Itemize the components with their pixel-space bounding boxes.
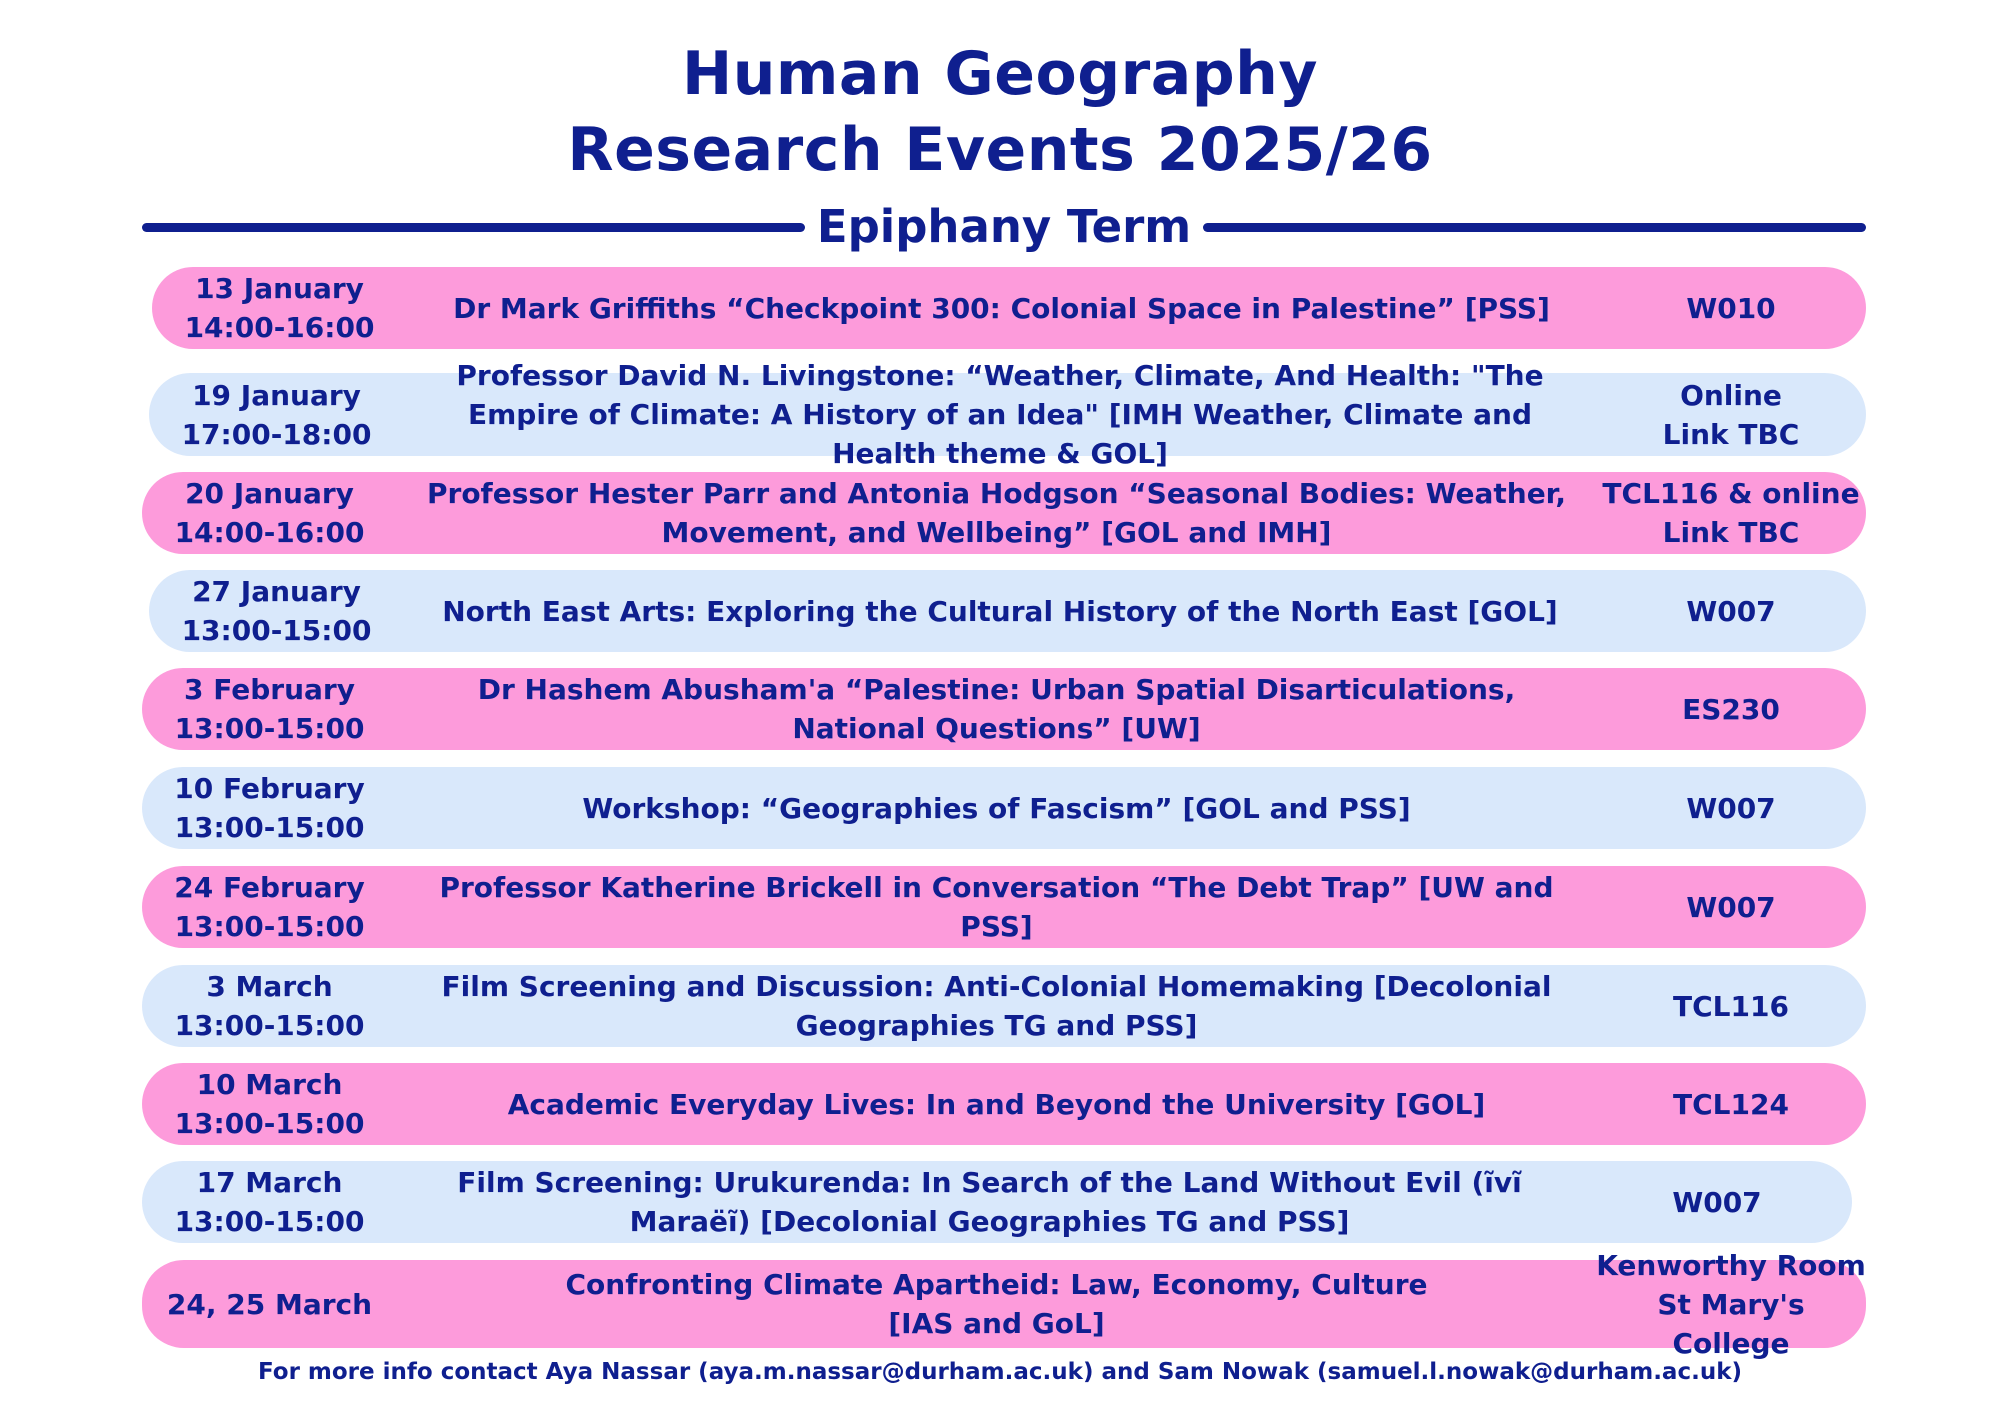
event-date-time: [142, 670, 397, 748]
event-time: 13:00-15:00: [174, 1009, 365, 1042]
event-room: W007: [1686, 594, 1776, 628]
term-heading: [142, 202, 1866, 252]
event-date: 10 March: [196, 1068, 343, 1101]
event-date: 24 February: [174, 871, 365, 904]
event-row: [142, 1248, 1866, 1360]
event-time: 17:00-18:00: [181, 417, 372, 451]
event-room: Online Link TBC: [1662, 378, 1800, 451]
page-title: [0, 36, 2000, 188]
event-date-time: [152, 269, 407, 347]
event-date-time: [149, 376, 404, 454]
event-row: [142, 767, 1866, 849]
event-title: Academic Everyday Lives: In and Beyond the University [GOL]: [507, 1087, 1486, 1121]
event-time: 13:00-15:00: [181, 614, 372, 647]
event-date: 3 February: [184, 673, 355, 706]
event-title: Professor David N. Livingstone: “Weather, Climate, And Health: "The Empire of Climate: A History of an Idea" [IMH Weather, Climate and Health theme & GOL]: [456, 359, 1544, 470]
event-title: Film Screening and Discussion: Anti-Colonial Homemaking [Decolonial Geographies TG and PSS]: [441, 970, 1552, 1042]
event-date: 27 January: [192, 575, 361, 608]
event-room: W007: [1672, 1185, 1762, 1219]
event-title: Professor Katherine Brickell in Conversation “The Debt Trap” [UW and PSS]: [439, 871, 1554, 943]
event-date-time: [142, 769, 397, 847]
event-time: 13:00-15:00: [174, 910, 365, 943]
event-time: 13:00-15:00: [174, 1205, 365, 1238]
event-date-time: [142, 474, 397, 552]
event-row: [142, 965, 1866, 1047]
event-date: 20 January: [185, 477, 354, 510]
event-room: W007: [1686, 791, 1776, 825]
event-row: [152, 267, 1866, 349]
event-title: Dr Mark Griffiths “Checkpoint 300: Colonial Space in Palestine” [PSS]: [453, 291, 1550, 325]
event-date-time: [142, 1285, 397, 1324]
event-date: 19 January: [192, 378, 361, 412]
event-date-time: [142, 1065, 397, 1143]
event-room: ES230: [1682, 692, 1780, 726]
event-title: Dr Hashem Abusham'a “Palestine: Urban Spatial Disarticulations, National Questions” [UW]: [477, 673, 1516, 745]
event-room: Kenworthy Room St Mary's College: [1596, 1248, 1866, 1360]
title-line-1: Human Geography: [681, 39, 1318, 109]
event-time: 13:00-15:00: [174, 712, 365, 745]
event-time: 13:00-15:00: [174, 1107, 365, 1140]
event-room: TCL116: [1673, 989, 1789, 1023]
event-date-time: [149, 572, 404, 650]
event-title: Workshop: “Geographies of Fascism” [GOL and PSS]: [582, 791, 1411, 825]
event-date-time: [142, 868, 397, 946]
event-date: 3 March: [206, 970, 333, 1003]
term-divider-right: [1203, 223, 1866, 232]
event-date: 10 February: [174, 772, 365, 805]
event-date: 13 January: [195, 272, 364, 305]
event-row: [142, 668, 1866, 750]
event-row: [142, 1161, 1852, 1243]
event-row: [149, 570, 1866, 652]
term-divider-left: [142, 223, 805, 232]
event-room: W007: [1686, 890, 1776, 924]
event-row: [142, 1063, 1866, 1145]
event-room: TCL124: [1673, 1087, 1789, 1121]
footer-contact: For more info contact Aya Nassar (aya.m.nassar@durham.ac.uk) and Sam Nowak (samuel.l.nowak@durham.ac.uk): [257, 1359, 1743, 1385]
event-title: Film Screening: Urukurenda: In Search of the Land Without Evil (ĩvĩ Maraëĩ) [Decolonial Geographies TG and PSS]: [457, 1166, 1522, 1238]
event-time: 14:00-16:00: [184, 311, 375, 344]
term-label: Epiphany Term: [816, 200, 1192, 253]
event-title: Professor Hester Parr and Antonia Hodgson “Seasonal Bodies: Weather, Movement, and Wellbeing” [GOL and IMH]: [426, 477, 1567, 549]
event-row: [142, 472, 1866, 554]
title-line-2: Research Events 2025/26: [567, 115, 1433, 185]
event-row: [142, 866, 1866, 948]
event-room: W010: [1686, 291, 1776, 325]
event-row: [149, 359, 1866, 470]
event-time: 13:00-15:00: [174, 811, 365, 844]
event-title: Confronting Climate Apartheid: Law, Economy, Culture [IAS and GoL]: [565, 1268, 1428, 1340]
event-date-time: [142, 967, 397, 1045]
event-title: North East Arts: Exploring the Cultural History of the North East [GOL]: [442, 594, 1558, 628]
event-room: TCL116 & online Link TBC: [1602, 477, 1860, 549]
event-date: 17 March: [196, 1166, 343, 1199]
event-time: 14:00-16:00: [174, 516, 365, 549]
event-date-time: [142, 1163, 397, 1241]
event-date: 24, 25 March: [166, 1287, 373, 1321]
